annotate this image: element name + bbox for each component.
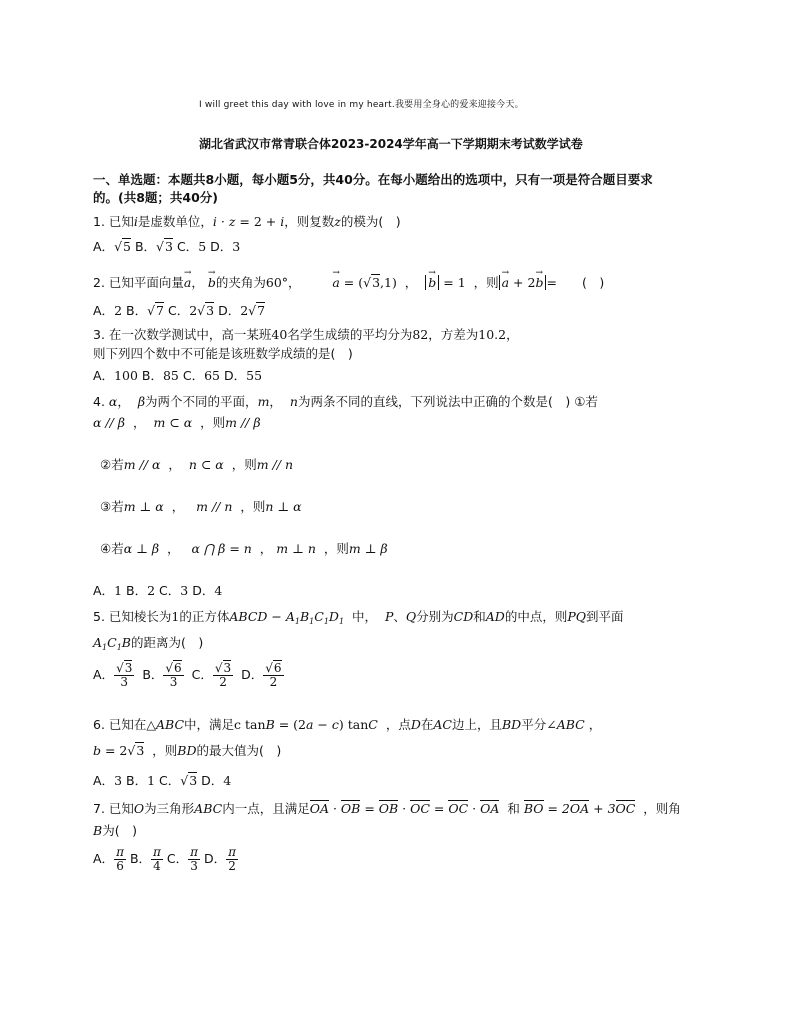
- question-5-line1: 5. 已知棱长为1的正方体ABCD − $A_1B_1C_1D_1$ 中， P、Q分别为CD和AD的中点，则PQ到平面: [93, 609, 624, 626]
- question-4-statement-3: ③若m ⊥ α ， m // n ，则n ⊥ α: [100, 499, 302, 514]
- question-1-options: A．√5 B．√3 C．5 D．3: [93, 239, 241, 254]
- question-6-line1: 6. 已知在△ABC中，满足c tanB = (2a − c) tanC ，点D在AC边上，且BD平分∠ABC ，: [93, 717, 602, 732]
- question-6-line2: b = 2√3 ，则BD的最大值为( ): [93, 743, 282, 758]
- question-4-statement-2: ②若m // α ， n ⊂ α ，则m // n: [100, 457, 293, 472]
- section-heading-line2: 的。(共8题；共40分): [93, 190, 219, 205]
- question-3-line1: 3. 在一次数学测试中，高一某班40名学生成绩的平均分为82，方差为10.2，: [93, 327, 519, 342]
- question-1-stem: 1. 已知i是虚数单位，i · z = 2 + i，则复数z的模为( ): [93, 214, 401, 229]
- question-7-line2: B为( ): [93, 823, 137, 838]
- question-6-options: A．3 B．1 C．√3 D．4: [93, 773, 232, 788]
- question-2-stem: 2. 已知平面向量→ a， → b的夹角为60°， → a = (√3,1) ， → b = 1 ，则→ a + 2→ b = ( ): [93, 274, 604, 292]
- question-4-options: A．1 B．2 C．3 D．4: [93, 583, 223, 598]
- question-5-line2: $A_1C_1B$的距离为( ): [93, 635, 204, 652]
- question-4-statement-4: ④若α ⊥ β ， α ⋂ β = n ， m ⊥ n ，则m ⊥ β: [100, 541, 388, 556]
- section-heading-line1: 一、单选题：本题共8小题，每小题5分，共40分。在每小题给出的选项中，只有一项是符合题目要求: [93, 172, 653, 187]
- question-3-options: A．100 B．85 C．65 D．55: [93, 368, 263, 383]
- question-4-line1: 4. α， β为两个不同的平面，m， n为两条不同的直线，下列说法中正确的个数是( ) ①若: [93, 394, 598, 409]
- header-motto: I will greet this day with love in my heart.我要用全身心的爱来迎接今天。: [199, 100, 524, 110]
- question-7-options: A． $\frac{\pi}{6}$ B． $\frac{\pi}{4}$ C． $\frac{\pi}{3}$ D． $\frac{\pi}{2}$: [93, 845, 237, 873]
- question-4-statement-1: α // β ， m ⊂ α ，则m // β: [93, 415, 261, 430]
- question-2-options: A．2 B．√7 C．2√3 D．2√7: [93, 303, 266, 318]
- question-3-line2: 则下列四个数中不可能是该班数学成绩的是( ): [93, 346, 353, 361]
- question-7-line1: 7. 已知O为三角形ABC内一点，且满足OA · OB = OB · OC = OC · OA 和 BO = 2OA + 3OC ，则角: [93, 801, 681, 816]
- question-5-options: A． $\frac{√3}{3}$ B． $\frac{√6}{3}$ C． $\frac{√3}{2}$ D． $\frac{√6}{2}$: [93, 661, 282, 689]
- page-title: 湖北省武汉市常青联合体2023-2024学年高一下学期期末考试数学试卷: [199, 137, 583, 151]
